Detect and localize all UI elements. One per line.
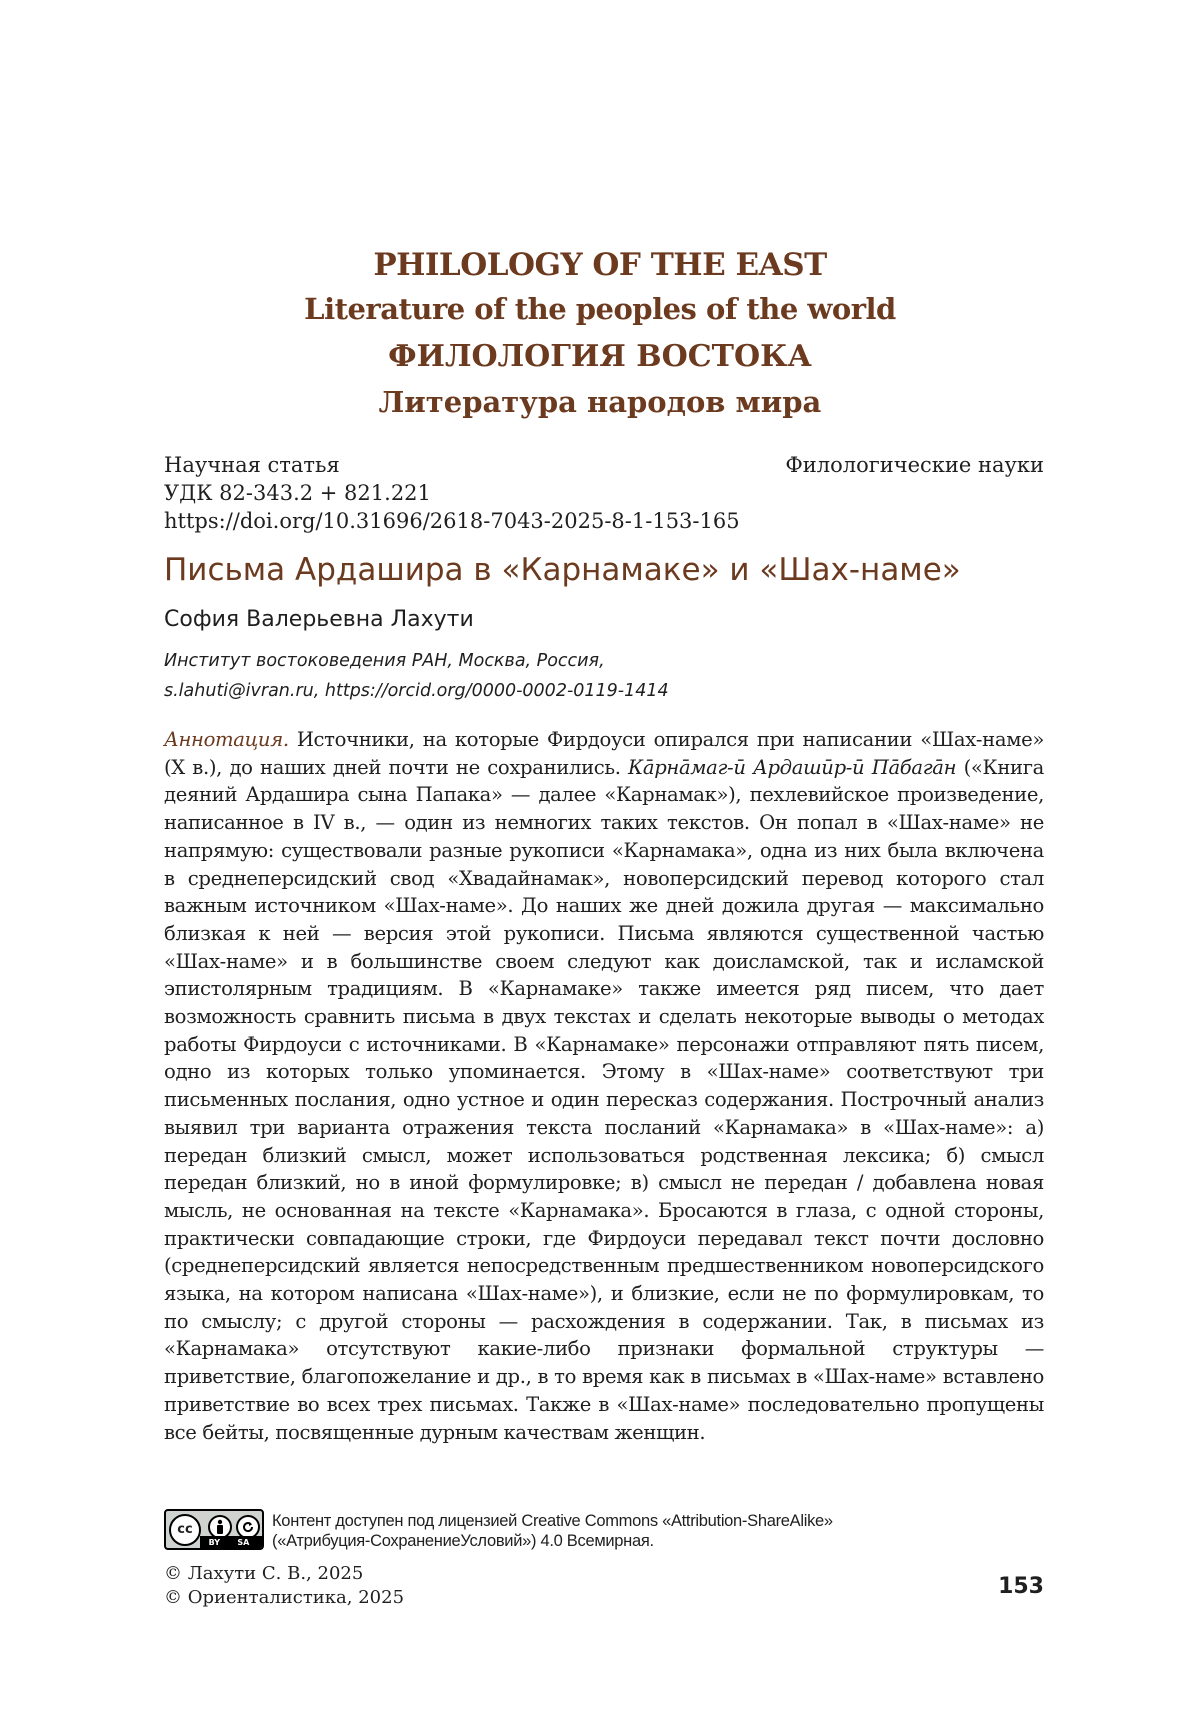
cc-by-sa-badge[interactable]	[164, 1509, 264, 1550]
contacts-line[interactable]: s.lahuti@ivran.ru, https://orcid.org/0000-0002-0119-1414	[164, 681, 669, 701]
article-type: Научная статья	[164, 453, 340, 477]
section-subtitle-ru: Литература народов мира	[378, 385, 822, 419]
abstract-text-part2: («Книга деяний Ардашира сына Папака» — далее «Карнамак»), пехлевийское произведение, написанное в IV в., — один из немногих таких текстов. Он попал в «Шах-наме» не напрямую: существовали разные рукописи «Карнамака», одна из них была включена в среднеперсидский свод «Хвадайнамак», новоперсидский перевод которого стал важным источником «Шах-наме». До наших же дней дожила другая — максимально близкая к ней — версия этой рукописи. Письма являются существенной частью «Шах-наме» и в большинстве своем следуют как доисламской, так и исламской эпистолярным традициям. В «Карнамаке» также имеется ряд писем, что дает возможность сравнить письма в двух текстах и сделать некоторые выводы о методах работы Фирдоуси с источниками. В «Карнамаке» персонажи отправляют пять писем, одно из которых только упоминается. Этому в «Шах-наме» соответствуют три письменных послания, одно устное и один пересказ содержания. Построчный анализ выявил три варианта отражения текста посланий «Карнамака» в «Шах-наме»: а) передан близкий смысл, может использоваться родственная лексика; б) смысл передан близкий, но в иной формулировке; в) смысл не передан / добавлена новая мысль, не основанная на тексте «Карнамака». Бросаются в глаза, с одной стороны, практически совпадающие строки, где Фирдоуси передавал текст почти дословно (среднеперсидский является непосредственным предшественником новоперсидского языка, на котором написана «Шах-наме»), и близкие, если не по формулировкам, то по смыслу; с другой стороны — расхождения в содержании. Так, в письмах из «Карнамака» отсутствуют какие-либо признаки формальной структуры — приветствие, благопожелание и др., в то время как в письмах в «Шах-наме» вставлено приветствие во всех трех письмах. Также в «Шах-наме» последовательно пропущены все бейты, посвященные дурным качествам женщин.	[164, 755, 1044, 1444]
copyright-journal: © Ориенталистика, 2025	[164, 1587, 405, 1608]
license-line-1: Контент доступен под лицензией Creative Commons «Attribution-ShareAlike»	[272, 1512, 833, 1530]
cc-by-label: BY	[208, 1538, 221, 1547]
section-header	[0, 242, 1200, 422]
doi-link[interactable]: https://doi.org/10.31696/2618-7043-2025-8-1-153-165	[164, 509, 740, 533]
udc: УДК 82-343.2 + 821.221	[164, 481, 431, 505]
license-block	[164, 1509, 1044, 1551]
abstract-label: Аннотация.	[164, 728, 289, 751]
abstract-italic-title: Кāрнāмаг-ӣ Ардашӣр-ӣ Пāбагāн	[628, 755, 957, 779]
cc-labels	[200, 1537, 258, 1549]
cc-sa-label: SA	[237, 1538, 250, 1547]
abstract	[164, 726, 1044, 1446]
author-affiliation	[164, 646, 669, 706]
cc-icon: cc	[169, 1514, 201, 1546]
section-title-en: PHILOLOGY OF THE EAST	[373, 247, 827, 283]
author-name: София Валерьевна Лахути	[164, 607, 474, 632]
license-text	[272, 1511, 833, 1551]
copyright-block	[164, 1562, 1044, 1610]
affiliation-line: Институт востоковедения РАН, Москва, Россия,	[164, 651, 605, 671]
article-title: Письма Ардашира в «Карнамаке» и «Шах-наме»	[164, 552, 961, 588]
page-number: 153	[998, 1574, 1044, 1599]
discipline: Филологические науки	[785, 453, 1044, 477]
abstract-text-part1: Источники, на которые Фирдоуси опирался при написании «Шах-наме» (X в.), до наших дней почти не сохранились.	[164, 728, 1044, 779]
section-title-ru: ФИЛОЛОГИЯ ВОСТОКА	[388, 339, 812, 374]
copyright-author: © Лахути С. В., 2025	[164, 1563, 364, 1584]
section-subtitle-en: Literature of the peoples of the world	[304, 292, 896, 326]
license-line-2: («Атрибуция-СохранениеУсловий») 4.0 Всемирная.	[272, 1532, 654, 1550]
article-meta	[164, 451, 1044, 535]
